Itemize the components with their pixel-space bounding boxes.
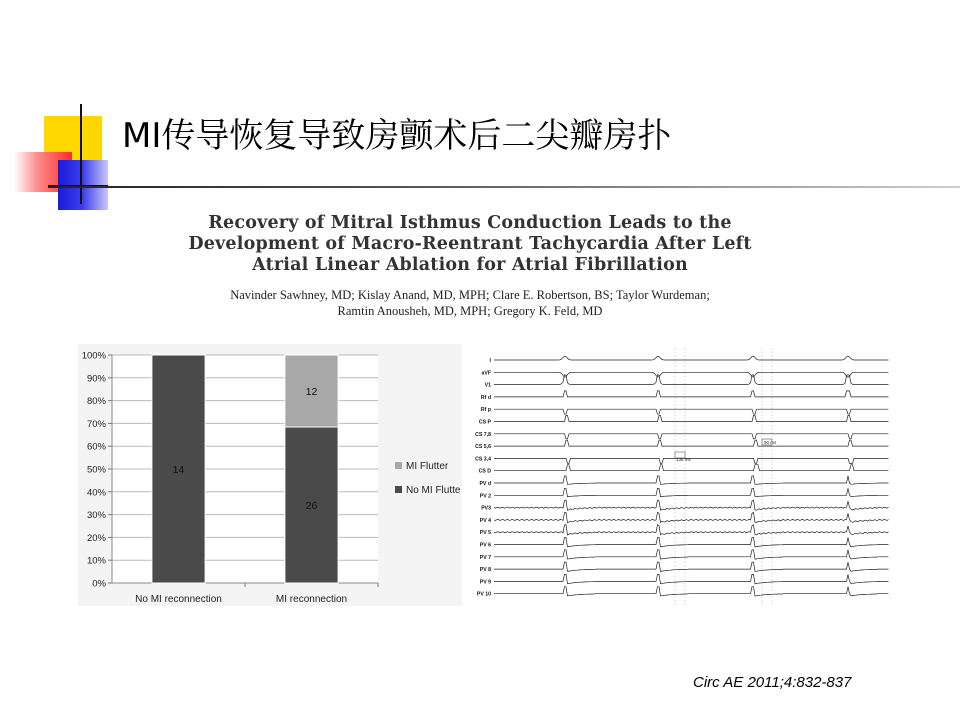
intracardiac-ecg-tracing: [470, 344, 890, 610]
lead-label: CS 7,8: [475, 431, 491, 438]
lead-label: CS P: [478, 419, 491, 426]
y-tick-label: 100%: [81, 350, 106, 362]
annotation-label: 136 ms: [676, 457, 691, 462]
y-tick-label: 70%: [86, 418, 106, 430]
x-tick-label: MI reconnection: [275, 594, 348, 605]
lead-label: Rf p: [480, 407, 491, 414]
lead-label: PV 2: [479, 493, 491, 500]
lead-label: CS D: [478, 468, 491, 475]
lead-label: PV 9: [479, 579, 491, 586]
legend-label: MI Flutter: [406, 461, 449, 472]
lead-label: PV 7: [479, 554, 491, 561]
ecg-background: [470, 344, 890, 610]
lead-label: CS 5,6: [475, 444, 491, 451]
paper-authors: [120, 287, 820, 319]
lead-label: PV 10: [476, 591, 491, 598]
y-tick-label: 60%: [86, 441, 106, 453]
lead-label: PV 4: [479, 517, 491, 524]
legend-swatch: [395, 486, 402, 493]
annotation-label: 90 ms: [764, 440, 777, 445]
y-tick-label: 50%: [86, 464, 106, 476]
lead-label: PV 8: [479, 567, 491, 574]
y-tick-label: 0%: [92, 578, 106, 590]
y-tick-label: 10%: [86, 555, 106, 567]
data-label: 14: [172, 464, 185, 476]
lead-label: PV d: [479, 481, 491, 487]
y-tick-label: 90%: [86, 373, 106, 385]
y-tick-label: 20%: [86, 532, 106, 544]
stacked-bar-chart: [78, 344, 462, 606]
paper-authors-line: Navinder Sawhney, MD; Kislay Anand, MD, MPH; Clare E. Robertson, BS; Taylor Wurdeman;: [230, 288, 710, 302]
paper-title-line: Recovery of Mitral Isthmus Conduction Leads to the: [208, 213, 732, 233]
y-tick-label: 80%: [86, 396, 106, 408]
paper-authors-line: Ramtin Anousheh, MD, MPH; Gregory K. Feld, MD: [337, 304, 603, 318]
slide-title: MI传导恢复导致房颤术后二尖瓣房扑: [122, 116, 672, 156]
title-underline: [48, 186, 960, 188]
data-label: 26: [305, 500, 318, 512]
lead-label: Rf d: [480, 394, 491, 401]
lead-label: V1: [484, 382, 491, 389]
lead-label: I: [489, 358, 491, 364]
deco-vertical-line: [80, 104, 82, 204]
x-tick-label: No MI reconnection: [135, 594, 222, 605]
y-tick-label: 40%: [86, 487, 106, 499]
lead-label: aVF: [481, 370, 491, 377]
lead-label: PV 6: [479, 542, 491, 549]
legend-label: No MI Flutte: [406, 485, 461, 496]
lead-label: PV 5: [479, 530, 491, 537]
paper-title: [120, 213, 820, 276]
y-tick-label: 30%: [86, 510, 106, 522]
lead-label: CS 3,4: [475, 456, 491, 463]
lead-label: PV3: [481, 505, 491, 512]
paper-title-line: Development of Macro-Reentrant Tachycardia After Left: [188, 234, 752, 254]
legend-swatch: [395, 462, 402, 469]
citation: Circ AE 2011;4:832-837: [693, 674, 852, 691]
paper-title-line: Atrial Linear Ablation for Atrial Fibrillation: [252, 255, 688, 275]
data-label: 12: [305, 386, 318, 398]
